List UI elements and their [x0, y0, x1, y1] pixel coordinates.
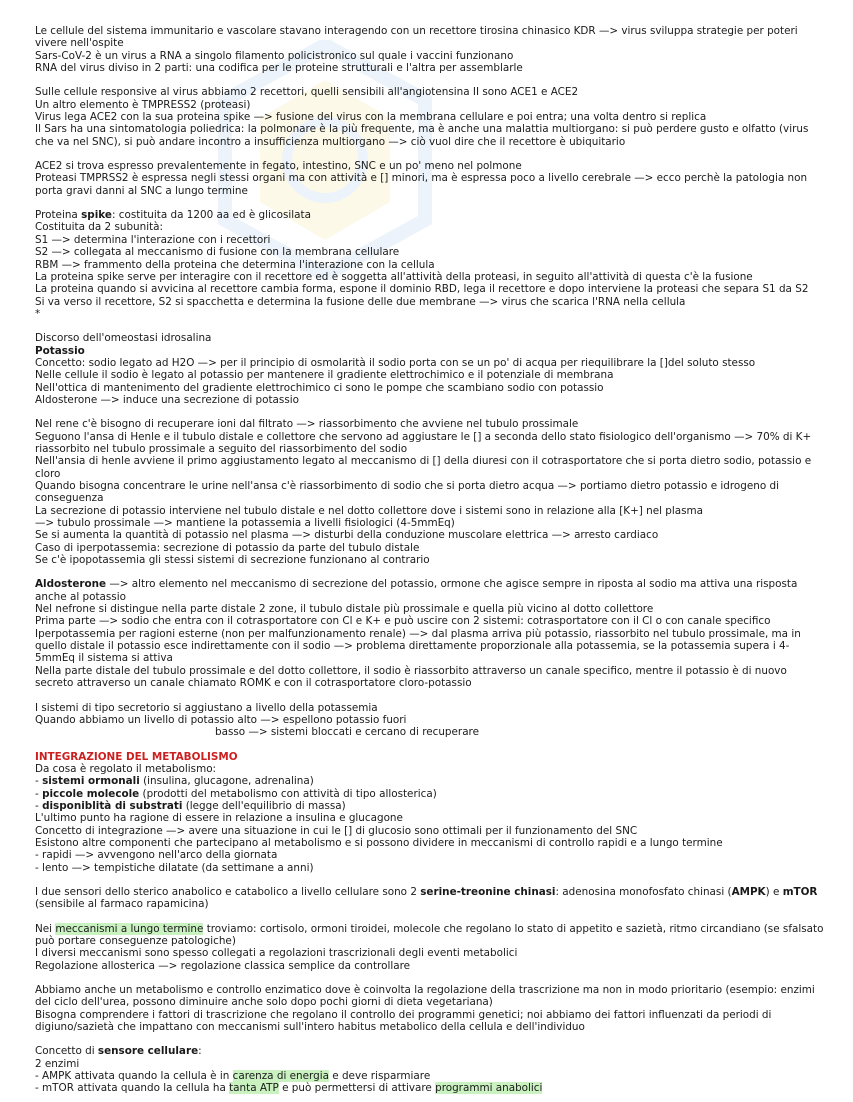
document-page	[35, 25, 827, 1095]
text-line: Sars-CoV-2 è un virus a RNA a singolo filamento policistronico sul quale i vaccini funzionano	[35, 49, 514, 62]
text-line: I diversi meccanismi sono spesso collegati a regolazioni trascrizionali degli eventi metabolici	[35, 947, 518, 960]
paragraph	[35, 1045, 827, 1094]
text-line: Esistono altre componenti che partecipano al metabolismo e si possono dividere in meccanismi di controllo rapidi e a lungo termine	[35, 836, 723, 849]
text-line: Un altro elemento è TMPRESS2 (proteasi)	[35, 98, 251, 111]
text-line: S2 —> collegata al meccanismo di fusione con la membrana cellulare	[35, 246, 400, 259]
text-line: Seguono l'ansa di Henle e il tubulo distale e collettore che servono ad aggiustare le [] a seconda dello stato fisiologico dell'organismo —> 70% di K+ riassorbito nel tubulo prossimale a seguito del riassorbimento del sodio	[35, 430, 812, 455]
highlighted-term: programmi anabolici	[435, 1082, 543, 1095]
bold-term: Potassio	[35, 344, 85, 357]
text-line	[35, 345, 827, 357]
text-line: Se si aumenta la quantità di potassio nel plasma —> disturbi della conduzione muscolare elettrica —> arresto cardiaco	[35, 529, 659, 542]
text-line: RBM —> frammento della proteina che determina l'interazione con la cellula	[35, 258, 435, 271]
bold-term: piccole molecole	[42, 787, 140, 800]
text-line: La proteina spike serve per interagire con il recettore ed è soggetta all'attività della proteasi, in seguito all'attività di questa c'è la fusione	[35, 270, 753, 283]
text-line: Si va verso il recettore, S2 si spacchetta e determina la fusione delle due membrane —> virus che scarica l'RNA nella cellula	[35, 295, 686, 308]
text-line: RNA del virus diviso in 2 parti: una codifica per le proteine strutturali e l'altra per assemblarle	[35, 62, 523, 75]
text-line: Regolazione allosterica —> regolazione classica semplice da controllare	[35, 959, 411, 972]
text-line: Nel nefrone si distingue nella parte distale 2 zone, il tubulo distale più prossimale e quella più vicino al dotto collettore	[35, 603, 654, 616]
text-line: Abbiamo anche un metabolismo e controllo enzimatico dove è coinvolta la regolazione della trascrizione ma non in modo prioritario (esempio: enzimi del ciclo dell'urea, possono diminuire anche solo dopo pochi giorni di dieta vegetariana)	[35, 984, 815, 1009]
paragraph	[35, 578, 827, 689]
text-line: —> tubulo prossimale —> mantiene la potassemia a livelli fisiologici (4-5mmEq)	[35, 517, 455, 530]
text-line: 2 enzimi	[35, 1057, 80, 1070]
text-line: ACE2 si trova espresso prevalentemente in fegato, intestino, SNC e un po' meno nel polmone	[35, 160, 522, 173]
bold-term: spike	[81, 209, 112, 222]
text-line: *	[35, 307, 41, 320]
text-line: L'ultimo punto ha ragione di essere in relazione a insulina e glucagone	[35, 812, 403, 825]
bold-term: AMPK	[731, 885, 766, 898]
text-line: Se c'è ipopotassemia gli stessi sistemi di secrezione funzionano al contrario	[35, 554, 430, 567]
text-line: Nel rene c'è bisogno di recuperare ioni dal filtrato —> riassorbimento che avviene nel tubulo prossimale	[35, 418, 579, 431]
text-line: Aldosterone —> induce una secrezione di potassio	[35, 393, 299, 406]
text-line: - lento —> tempistiche dilatate (da settimane a anni)	[35, 861, 314, 874]
text-line: Sulle cellule responsive al virus abbiamo 2 recettori, quelli sensibili all'angiotensina II sono ACE1 e ACE2	[35, 86, 579, 99]
paragraph	[35, 160, 827, 197]
text-line: Costituita da 2 subunità:	[35, 221, 164, 234]
text-line: Caso di iperpotassemia: secrezione di potassio da parte del tubulo distale	[35, 541, 420, 554]
paragraph	[35, 209, 827, 320]
highlighted-term: meccanismi a lungo termine	[55, 922, 204, 935]
text-line: Proteasi TMPRSS2 è espressa negli stessi organi ma con attività e [] minori, ma è espressa poco a livello cerebrale —> ecco perchè la patologia non porta gravi danni al SNC a lungo termine	[35, 172, 808, 197]
text-line: Il Sars ha una sintomatologia poliedrica: la polmonare è la più frequente, ma è anche una malattia multiorgano: si può perdere gusto e olfatto (virus che va nel SNC), si può andare incontro a insufficienza multiorgano —> ciò vuol dire che il recettore è ubiquitario	[35, 123, 809, 148]
text-line: Prima parte —> sodio che entra con il cotrasportatore con Cl e K+ e può uscire con 2 sistemi: cotrasportatore con il Cl o con canale specifico	[35, 615, 771, 628]
text-line: Nelle cellule il sodio è legato al potassio per mantenere il gradiente elettrochimico e il potenziale di membrana	[35, 369, 614, 382]
highlighted-term: tanta ATP	[229, 1082, 279, 1095]
text-line: - mTOR attivata quando la cellula ha tanta ATP e può permettersi di attivare programmi anabolici	[35, 1082, 543, 1095]
indented-line: basso —> sistemi bloccati e cercano di recuperare	[215, 726, 479, 739]
paragraph	[35, 763, 827, 874]
text-line: Quando bisogna concentrare le urine nell'ansa c'è riassorbimento di sodio che si porta dietro acqua —> portiamo dietro potassio e idrogeno di conseguenza	[35, 480, 779, 505]
text-line: Aldosterone —> altro elemento nel meccanismo di secrezione del potassio, ormone che agisce sempre in riposta al sodio ma attiva una risposta anche al potassio	[35, 578, 798, 603]
text-line: Concetto: sodio legato ad H2O —> per il principio di osmolarità il sodio porta con se un po' di acqua per riequilibrare la []del soluto stesso	[35, 356, 756, 369]
text-line: Nell'ansia di henle avviene il primo aggiustamento legato al meccanismo di [] della diuresi con il cotrasportatore che si porta dietro sodio, potassio e cloro	[35, 455, 812, 480]
paragraph	[35, 86, 827, 148]
paragraph	[35, 418, 827, 566]
text-line: Bisogna comprendere i fattori di trascrizione che regolano il controllo dei programmi genetici; noi abbiamo dei fattori influenzati da periodi di digiuno/sazietà che impattano con meccanismi sull'intero habitus metabolico della cellula e dell'individuo	[35, 1008, 772, 1034]
paragraph	[35, 886, 827, 911]
notes-part-1	[35, 25, 827, 726]
bold-term: Aldosterone	[35, 578, 107, 591]
text-line: Concetto di integrazione —> avere una situazione in cui le [] di glucosio sono ottimali per il funzionamento del SNC	[35, 824, 638, 837]
text-line: Iperpotassemia per ragioni esterne (non per malfunzionamento renale) —> dal plasma arriva più potassio, riassorbito nel tubulo prossimale, ma in quello distale il potassio esce indirettamente con il sodio —> problema direttamente proporzionale alla potassemia, se la potassemia supera i 4-5mmEq il sistema si attiva	[35, 627, 801, 665]
text-line: - AMPK attivata quando la cellula è in carenza di energia e deve risparmiare	[35, 1070, 431, 1083]
bold-term: serine-treonine chinasi	[420, 885, 556, 898]
text-line: S1 —> determina l'interazione con i recettori	[35, 233, 271, 246]
text-line: Da cosa è regolato il metabolismo:	[35, 762, 217, 775]
text-line: I due sensori dello sterico anabolico e catabolico a livello cellulare sono 2 serine-treonine chinasi: adenosina monofosfato chinasi (AMPK) e mTOR (sensibile al farmaco rapamicina)	[35, 885, 818, 911]
text-line: Nella parte distale del tubulo prossimale e del dotto collettore, il sodio è riassorbito attraverso un canale specifico, mentre il potassio è di nuovo secreto attraverso un canale chiamato ROMK e con il cotrasportatore cloro-potassio	[35, 664, 787, 690]
paragraph	[35, 702, 827, 727]
text-line: I sistemi di tipo secretorio si aggiustano a livello della potassemia	[35, 701, 378, 714]
text-line: Concetto di sensore cellulare:	[35, 1045, 202, 1058]
highlighted-term: carenza di energia	[232, 1070, 329, 1083]
paragraph	[35, 984, 827, 1033]
text-line: Virus lega ACE2 con la sua proteina spike —> fusione del virus con la membrana cellulare e poi entra; una volta dentro si replica	[35, 111, 707, 124]
bold-term: sensore cellulare	[97, 1045, 199, 1058]
text-line: Nell'ottica di mantenimento del gradiente elettrochimico ci sono le pompe che scambiano sodio con potassio	[35, 381, 604, 394]
section-title: INTEGRAZIONE DEL METABOLISMO	[35, 750, 238, 763]
text-line: Nei meccanismi a lungo termine troviamo: cortisolo, ormoni tiroidei, molecole che regolano lo stato di appetito e sazietà, ritmo circandiano (se sfalsato può portare conseguenze patologiche)	[35, 922, 824, 947]
text-line: - sistemi ormonali (insulina, glucagone, adrenalina)	[35, 775, 314, 788]
text-line: La secrezione di potassio interviene nel tubulo distale e nel dotto collettore dove i sistemi sono in relazione alla [K+] nel plasma	[35, 504, 704, 517]
bold-term: sistemi ormonali	[42, 775, 140, 788]
text-line: - rapidi —> avvengono nell'arco della giornata	[35, 849, 278, 862]
text-line: Quando abbiamo un livello di potassio alto —> espellono potassio fuori	[35, 713, 407, 726]
text-line: La proteina quando si avvicina al recettore cambia forma, espone il dominio RBD, lega il recettore e dopo interviene la proteasi che separa S1 da S2	[35, 283, 809, 296]
bold-term: disponiblità di substrati	[42, 799, 183, 812]
paragraph	[35, 923, 827, 972]
bold-term: mTOR	[782, 885, 818, 898]
text-line: - piccole molecole (prodotti del metabolismo con attività di tipo allosterica)	[35, 787, 437, 800]
text-line: Proteina spike: costituita da 1200 aa ed è glicosilata	[35, 209, 311, 222]
paragraph	[35, 332, 827, 406]
text-line: Le cellule del sistema immunitario e vascolare stavano interagendo con un recettore tirosina chinasico KDR —> virus sviluppa strategie per poteri vivere nell'ospite	[35, 25, 798, 50]
text-line: - disponiblità di substrati (legge dell'equilibrio di massa)	[35, 799, 346, 812]
text-line: Discorso dell'omeostasi idrosalina	[35, 332, 212, 345]
notes-part-2	[35, 763, 827, 1095]
paragraph	[35, 25, 827, 74]
